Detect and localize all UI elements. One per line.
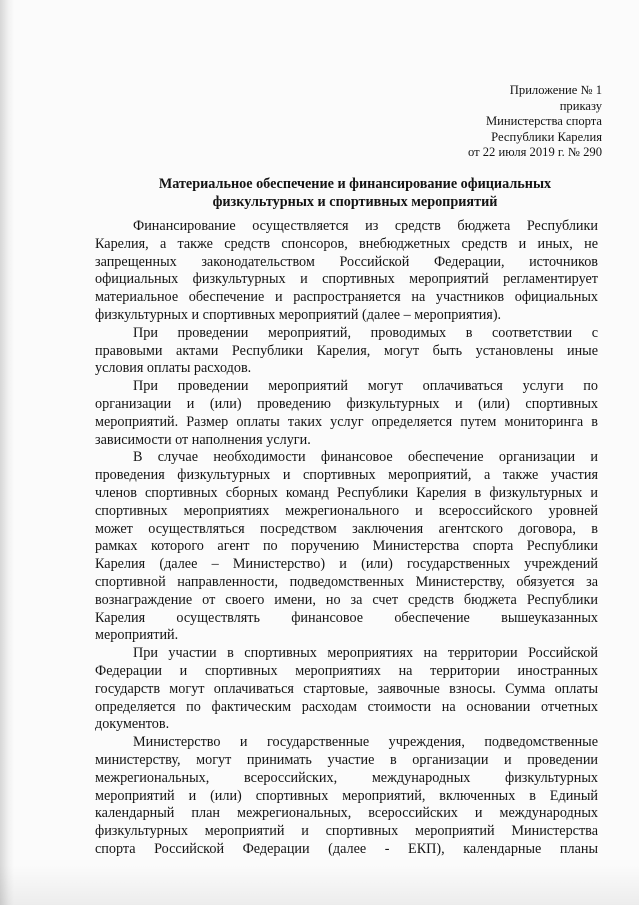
paragraph-line: мероприятий. <box>95 627 179 644</box>
paragraph-line: условия оплаты расходов. <box>95 360 252 377</box>
title-line-1: Материальное обеспечение и финансирование официальных <box>158 176 552 192</box>
paragraph-line: При проведении мероприятий, проводимых в соответствии с <box>133 324 598 341</box>
paragraph-line: рамках которого агент по поручению Министерства спорта Республики <box>95 538 598 555</box>
paragraph <box>95 218 598 325</box>
paragraph-line: зависимости от наполнения услуги. <box>95 431 311 448</box>
paragraph-line: спортивной направленности, подведомственных Министерству, обязуется за <box>95 573 598 590</box>
paragraph-line: организации и (или) проведению физкультурных и (или) спортивных <box>95 395 598 412</box>
appendix-date-number: от 22 июля 2019 г. № 290 <box>467 145 602 160</box>
paragraph-line: запрещенных законодательством Российской Федерации, источников <box>95 253 598 270</box>
paragraph-line: Федерации и спортивных мероприятиях на территории иностранных <box>95 662 598 679</box>
appendix-header <box>468 83 602 161</box>
title-line-2: физкультурных и спортивных мероприятий <box>212 194 498 210</box>
paragraph <box>95 734 598 859</box>
paragraph-line: вознаграждение от своего имени, но за счет средств бюджета Республики <box>95 591 598 608</box>
paragraph <box>95 378 598 449</box>
appendix-ministry: Министерства спорта <box>485 114 602 129</box>
paragraph-line: определяется по фактическим расходам стоимости на основании отчетных <box>95 698 598 715</box>
paragraph <box>95 645 598 734</box>
paragraph-line: Карелия осуществлять финансовое обеспечение вышеуказанных <box>95 609 598 626</box>
document-title <box>95 175 615 211</box>
paragraph-line: При проведении мероприятий могут оплачиваться услуги по <box>133 378 598 395</box>
document-body <box>95 218 598 859</box>
appendix-number: Приложение № 1 <box>509 83 602 97</box>
paragraph-line: официальных физкультурных и спортивных мероприятий регламентирует <box>95 271 598 288</box>
paragraph-line: спорта Российской Федерации (далее - ЕКП), календарные планы <box>95 840 598 857</box>
paragraph-line: Финансирование осуществляется из средств бюджета Республики <box>133 218 598 234</box>
page-edge-shadow <box>0 0 14 905</box>
paragraph-line: министерству, могут принимать участие в организации и проведении <box>95 751 598 768</box>
paragraph-line: проведения физкультурных и спортивных мероприятий, а также участия <box>95 467 598 484</box>
paragraph-line: спортивных мероприятиях межрегионального и всероссийского уровней <box>95 502 598 519</box>
paragraph-line: документов. <box>95 716 170 733</box>
paragraph <box>95 449 598 645</box>
paragraph-line: материальное обеспечение и распространяется на участников официальных <box>95 289 598 306</box>
bottom-shadow <box>0 865 639 905</box>
paragraph <box>95 325 598 378</box>
paragraph-line: физкультурных и спортивных мероприятий (далее – мероприятия). <box>95 306 502 323</box>
paragraph-line: мероприятий и (или) спортивных мероприятий, включенных в Единый <box>95 787 598 804</box>
paragraph-line: правовыми актами Республики Карелия, могут быть установлены иные <box>95 342 598 359</box>
paragraph-line: государств могут оплачиваться стартовые, заявочные взносы. Сумма оплаты <box>95 680 598 697</box>
appendix-republic: Республики Карелия <box>491 129 602 144</box>
appendix-order-word: приказу <box>559 98 602 113</box>
paragraph-line: Министерство и государственные учреждения, подведомственные <box>133 734 598 751</box>
paragraph-line: членов спортивных сборных команд Республики Карелия в физкультурных и <box>95 484 598 501</box>
paragraph-line: Карелия (далее – Министерство) и (или) государственных учреждений <box>95 556 598 573</box>
paragraph-line: физкультурных мероприятий и спортивных мероприятий Министерства <box>95 823 598 840</box>
paragraph-line: При участии в спортивных мероприятиях на территории Российской <box>133 645 598 662</box>
paragraph-line: мероприятий. Размер оплаты таких услуг определяется путем мониторинга в <box>95 413 598 430</box>
paragraph-line: Карелия, а также средств спонсоров, внебюджетных средств и иных, не <box>95 235 598 252</box>
paragraph-line: календарный план межрегиональных, всероссийских и международных <box>95 805 598 822</box>
paragraph-line: межрегиональных, всероссийских, международных физкультурных <box>95 769 598 786</box>
paragraph-line: может осуществляться посредством заключения агентского договора, в <box>95 520 598 537</box>
paragraph-line: В случае необходимости финансовое обеспечение организации и <box>133 449 598 466</box>
